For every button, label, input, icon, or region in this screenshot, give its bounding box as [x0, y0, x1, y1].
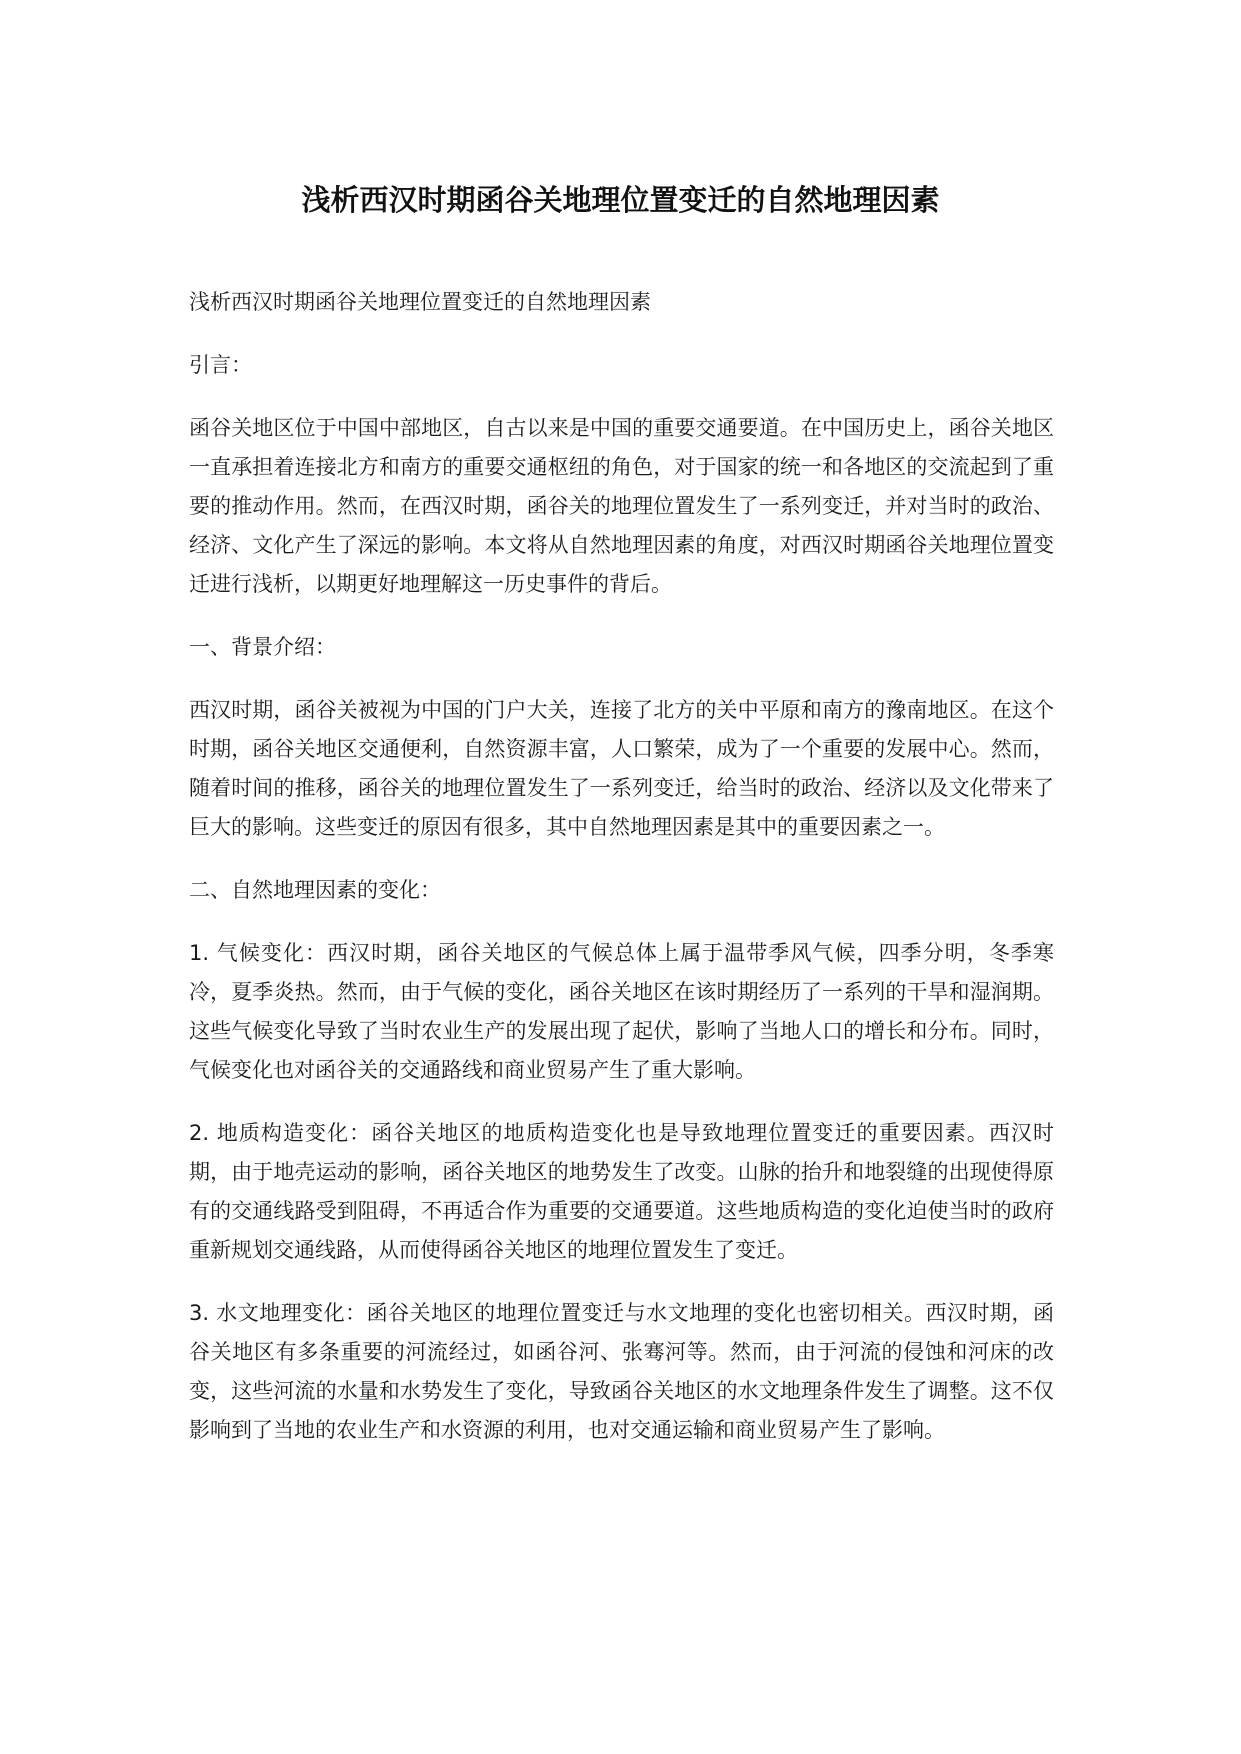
intro-heading: 引言：	[189, 353, 252, 377]
geology-paragraph: 2. 地质构造变化：函谷关地区的地质构造变化也是导致地理位置变迁的重要因素。西汉时期，由于地壳运动的影响，函谷关地区的地势发生了改变。山脉的抬升和地裂缝的出现使得原有的交通线路受到阻碍，不再适合作为重要的交通要道。这些地质构造的变化迫使当时的政府重新规划交通线路，从而使得函谷关地区的地理位置发生了变迁。	[189, 1121, 1054, 1262]
section-heading-natural-factors: 二、自然地理因素的变化：	[189, 878, 441, 902]
document-title: 浅析西汉时期函谷关地理位置变迁的自然地理因素	[301, 183, 940, 217]
hydrology-paragraph: 3. 水文地理变化：函谷关地区的地理位置变迁与水文地理的变化也密切相关。西汉时期，函谷关地区有多条重要的河流经过，如函谷河、张骞河等。然而，由于河流的侵蚀和河床的改变，这些河流的水量和水势发生了变化，导致函谷关地区的水文地理条件发生了调整。这不仅影响到了当地的农业生产和水资源的利用，也对交通运输和商业贸易产生了影响。	[189, 1301, 1054, 1442]
document-body	[189, 283, 1054, 1474]
intro-paragraph: 函谷关地区位于中国中部地区，自古以来是中国的重要交通要道。在中国历史上，函谷关地区一直承担着连接北方和南方的重要交通枢纽的角色，对于国家的统一和各地区的交流起到了重要的推动作用。然而，在西汉时期，函谷关的地理位置发生了一系列变迁，并对当时的政治、经济、文化产生了深远的影响。本文将从自然地理因素的角度，对西汉时期函谷关地理位置变迁进行浅析，以期更好地理解这一历史事件的背后。	[189, 416, 1054, 596]
section-heading-background: 一、背景介绍：	[189, 635, 336, 659]
subtitle-paragraph: 浅析西汉时期函谷关地理位置变迁的自然地理因素	[189, 290, 651, 314]
climate-paragraph: 1. 气候变化：西汉时期，函谷关地区的气候总体上属于温带季风气候，四季分明，冬季寒冷，夏季炎热。然而，由于气候的变化，函谷关地区在该时期经历了一系列的干旱和湿润期。这些气候变化导致了当时农业生产的发展出现了起伏，影响了当地人口的增长和分布。同时，气候变化也对函谷关的交通路线和商业贸易产生了重大影响。	[189, 941, 1054, 1082]
background-paragraph: 西汉时期，函谷关被视为中国的门户大关，连接了北方的关中平原和南方的豫南地区。在这个时期，函谷关地区交通便利，自然资源丰富，人口繁荣，成为了一个重要的发展中心。然而，随着时间的推移，函谷关的地理位置发生了一系列变迁，给当时的政治、经济以及文化带来了巨大的影响。这些变迁的原因有很多，其中自然地理因素是其中的重要因素之一。	[189, 698, 1054, 839]
